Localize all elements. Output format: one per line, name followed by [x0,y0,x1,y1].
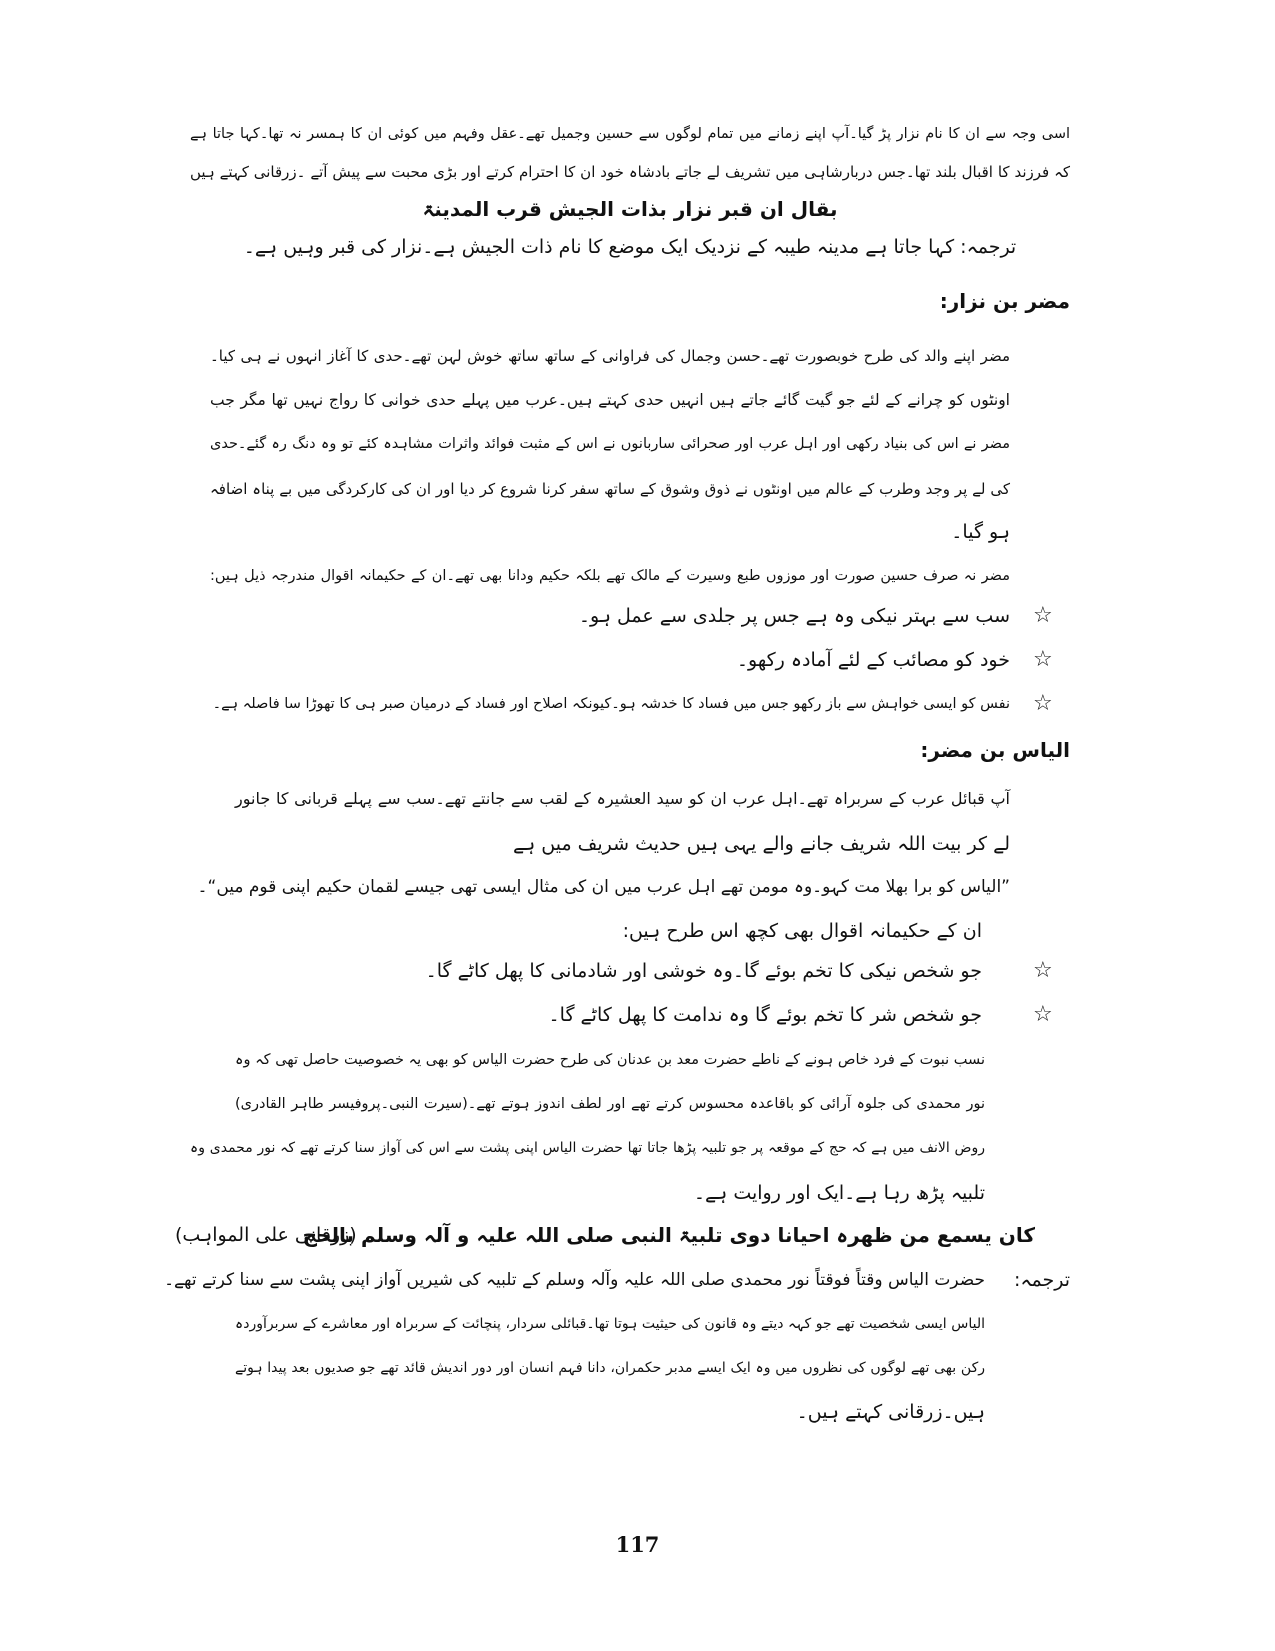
text-line: کہ فرزند کا اقبال بلند تھا۔جس دربارشاہی میں تشریف لے جاتے بادشاہ خود ان کا احترام کرتے اور بڑی محبت سے پیش آتے ۔زرقانی کہتے ہیں [190,163,1070,181]
text-line: ہیں۔زرقانی کہتے ہیں۔ [796,1401,985,1423]
text-line: مضر اپنے والد کی طرح خوبصورت تھے۔حسن وجمال کی فراوانی کے ساتھ ساتھ خوش لہن تھے۔حدی کا آغاز انہوں نے ہی کیا۔ [210,347,1010,365]
arabic-quote: کان یسمع من ظھرہ احیانا دوی تلبیۃ النبی صلی اللہ علیہ و آلہ وسلم بالحج [302,1223,1035,1247]
list-item: نفس کو ایسی خواہش سے باز رکھو جس میں فساد کا خدشہ ہو۔کیونکہ اصلاح اور فساد کے درمیان صبر ہی کا تھوڑا سا فاصلہ ہے۔ [212,696,1010,712]
text-line: ہو گیا۔ [951,521,1010,543]
star-bullet-icon: ☆ [1033,691,1053,716]
text-line: ”الیاس کو برا بھلا مت کہو۔وہ مومن تھے اہل عرب میں ان کی مثال ایسی تھی جیسے لقمان حکیم اپنی قوم میں“۔ [197,877,1010,897]
list-item: سب سے بہتر نیکی وہ ہے جس پر جلدی سے عمل ہو۔ [578,605,1010,627]
text-line: تلبیہ پڑھ رہا ہے۔ایک اور روایت ہے۔ [693,1182,985,1204]
star-bullet-icon: ☆ [1033,958,1053,983]
quote-translation: ترجمہ: کہا جاتا ہے مدینہ طیبہ کے نزدیک ایک موضع کا نام ذات الجیش ہے۔نزار کی قبر وہیں ہے۔ [243,236,1017,258]
text-line: روض الانف میں ہے کہ حج کے موقعہ پر جو تلبیہ پڑھا جاتا تھا حضرت الیاس اپنی پشت سے اس کی آواز سنا کرتے تھے کہ نور محمدی وہ [190,1140,985,1156]
text-line: رکن بھی تھے لوگوں کی نظروں میں وہ ایک ایسے مدبر حکمران، دانا فہم انسان اور دور اندیش قائد تھے جو صدیوں بعد پیدا ہوتے [235,1360,985,1376]
text-line: آپ قبائل عرب کے سربراہ تھے۔اہل عرب ان کو سید العشیرہ کے لقب سے جانتے تھے۔سب سے پہلے قربانی کا جانور [235,789,1010,808]
text-line: مضر نہ صرف حسین صورت اور موزوں طبع وسیرت کے مالک تھے بلکہ حکیم ودانا بھی تھے۔ان کے حکیمانہ اقوال مندرجہ ذیل ہیں: [210,568,1010,584]
star-bullet-icon: ☆ [1033,647,1053,672]
text-line: نور محمدی کی جلوہ آرائی کو باقاعدہ محسوس کرتے تھے اور لطف اندوز ہوتے تھے۔(سیرت النبی۔پروفیسر طاہر القادری) [235,1096,985,1112]
quote-source: (زرقانی علی المواہب) [175,1224,357,1246]
arabic-quote: بقال ان قبر نزار بذات الجیش قرب المدینۃ [422,197,838,221]
star-bullet-icon: ☆ [1033,1002,1053,1027]
text-line: کی لے پر وجد وطرب کے عالم میں اونٹوں نے ذوق وشوق کے ساتھ سفر کرنا شروع کر دیا اور ان کی کارکردگی میں بے پناہ اضافہ [210,480,1010,498]
translation-label: ترجمہ: [1013,1269,1070,1291]
list-item: جو شخص نیکی کا تخم بوئے گا۔وہ خوشی اور شادمانی کا پھل کاٹے گا۔ [425,960,982,982]
text-line: لے کر بیت اللہ شریف جانے والے یہی ہیں حدیث شریف میں ہے [512,833,1010,855]
text-line: ان کے حکیمانہ اقوال بھی کچھ اس طرح ہیں: [622,920,982,942]
text-line: نسب نبوت کے فرد خاص ہونے کے ناطے حضرت معد بن عدنان کی طرح حضرت الیاس کو بھی یہ خصوصیت حاصل تھی کہ وہ [235,1052,985,1068]
text-line: الیاس ایسی شخصیت تھے جو کہہ دیتے وہ قانون کی حیثیت ہوتا تھا۔قبائلی سردار، پنچائت کے سربراہ اور معاشرے کے سربرآوردہ [235,1316,985,1332]
star-bullet-icon: ☆ [1033,603,1053,628]
section-heading: مضر بن نزار: [939,289,1070,313]
quote-translation: حضرت الیاس وقتاً فوقتاً نور محمدی صلی اللہ علیہ وآلہ وسلم کے تلبیہ کی شیریں آواز اپنی پشت سے سنا کرتے تھے۔ [164,1270,985,1290]
text-line: اونٹوں کو چرانے کے لئے جو گیت گائے جاتے ہیں انہیں حدی کہتے ہیں۔عرب میں پہلے حدی خوانی کا رواج نہیں تھا مگر جب [210,391,1010,409]
list-item: جو شخص شر کا تخم بوئے گا وہ ندامت کا پھل کاٹے گا۔ [548,1004,982,1026]
section-heading: الیاس بن مضر: [920,738,1070,762]
page-number: 117 [615,1532,660,1557]
text-line: مضر نے اس کی بنیاد رکھی اور اہل عرب اور صحرائی ساربانوں نے اس کے مثبت فوائد واثرات مشاہدہ کئے تو وہ دنگ رہ گئے۔حدی [210,436,1010,452]
text-line: اسی وجہ سے ان کا نام نزار پڑ گیا۔آپ اپنے زمانے میں تمام لوگوں سے حسین وجمیل تھے۔عقل وفہم میں کوئی ان کا ہمسر نہ تھا۔کہا جاتا ہے [190,126,1070,142]
list-item: خود کو مصائب کے لئے آمادہ رکھو۔ [736,649,1010,671]
